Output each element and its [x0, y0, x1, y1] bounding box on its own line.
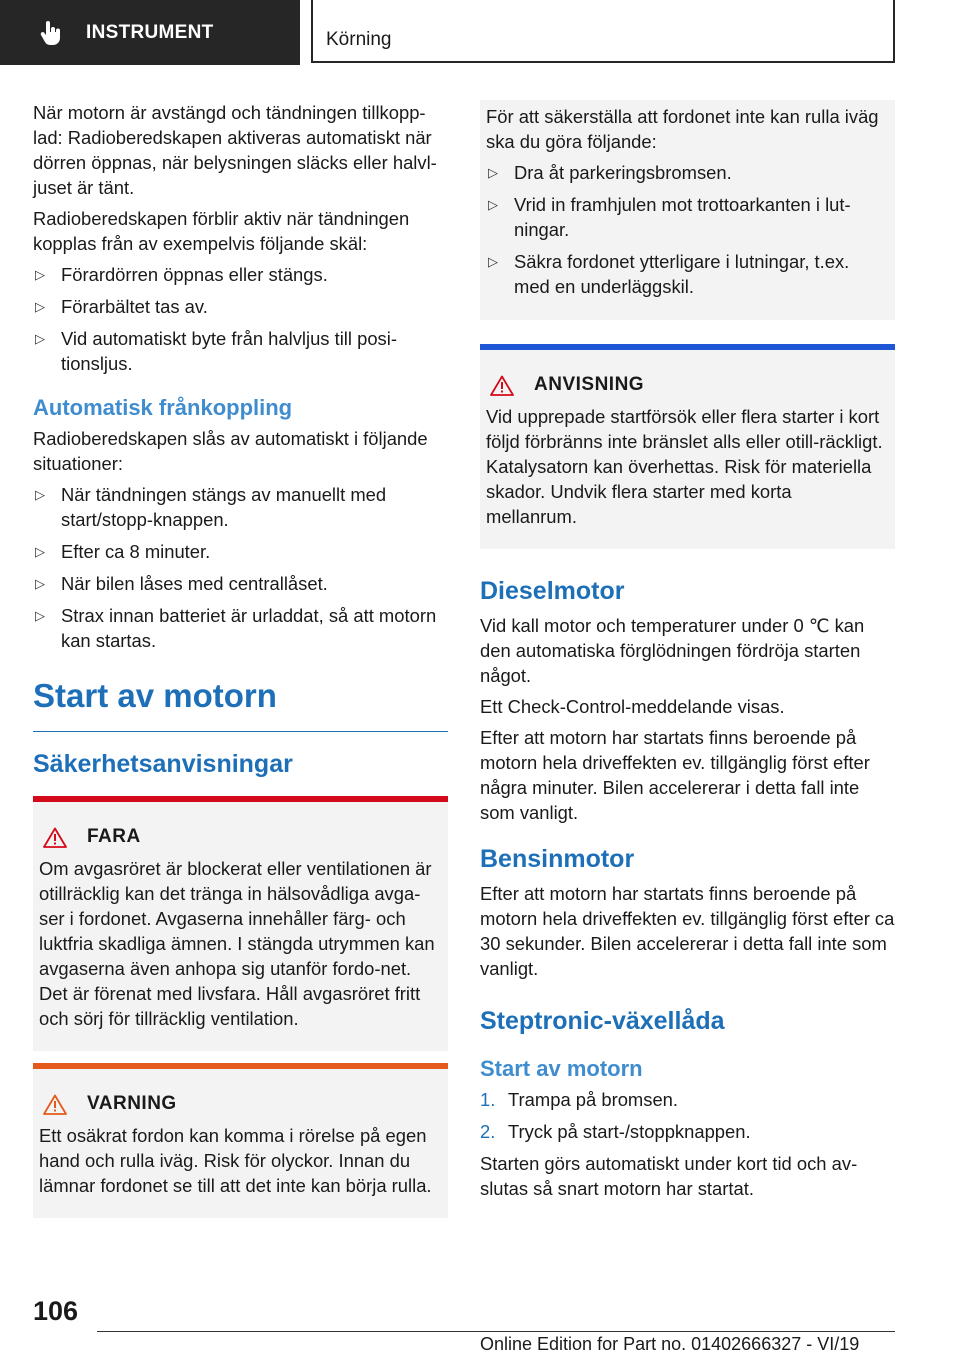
- right-column: [480, 100, 895, 1207]
- continued-box: [480, 100, 895, 320]
- list-item: ▷ När bilen låses med centrallåset.: [35, 573, 328, 594]
- left-column: [33, 100, 448, 1230]
- bensin-heading: Bensinmotor: [480, 845, 635, 873]
- varning-title: VARNING: [87, 1093, 177, 1114]
- intro-paragraph: När motorn är avstängd och tändningen tillkopp-lad: Radioberedskapen aktiveras automatiskt när dörren öppnas, när belysningen släcks eller halvl-juset är tänt.: [33, 102, 437, 198]
- list-item: ▷ Strax innan batteriet är urladdat, så att motorn kan startas.: [35, 605, 437, 651]
- fara-box: [33, 796, 448, 1051]
- anvisning-title: ANVISNING: [534, 374, 645, 395]
- list-item: 1. Trampa på bromsen.: [480, 1089, 679, 1110]
- triangle-bullet-icon: ▷: [35, 267, 45, 282]
- steps-list: [480, 1087, 895, 1144]
- triangle-bullet-icon: ▷: [35, 544, 45, 559]
- steptronic-paragraph: Starten görs automatiskt under kort tid och av-slutas så snart motorn har startat.: [480, 1153, 858, 1199]
- chapter-title: INSTRUMENT: [86, 21, 214, 43]
- warning-triangle-icon: [490, 375, 514, 396]
- safety-heading: Säkerhetsanvisningar: [33, 750, 293, 778]
- list-item: 2. Tryck på start-/stoppknappen.: [480, 1121, 751, 1142]
- footer-edition: Online Edition for Part no. 01402666327 - VI/19: [480, 1334, 860, 1354]
- intro-paragraph-2: Radioberedskapen förblir aktiv när tändningen kopplas från av exempelvis följande skäl:: [33, 208, 410, 254]
- varning-box: [33, 1063, 448, 1218]
- page-number: 106: [33, 1296, 79, 1326]
- list-item: ▷ Vrid in framhjulen mot trottoarkanten i lut-ningar.: [488, 194, 851, 240]
- list-item: ▷ Efter ca 8 minuter.: [35, 541, 211, 562]
- triangle-bullet-icon: ▷: [35, 487, 45, 502]
- warning-triangle-icon: [43, 827, 67, 848]
- list-item: ▷ Förarbältet tas av.: [35, 296, 208, 317]
- triangle-bullet-icon: ▷: [35, 331, 45, 346]
- auto-off-paragraph: Radioberedskapen slås av automatiskt i följande situationer:: [33, 428, 428, 474]
- anvisning-box: [480, 344, 895, 549]
- list-item: ▷ Förardörren öppnas eller stängs.: [35, 264, 328, 285]
- chapter-tab: [0, 0, 300, 65]
- fara-title: FARA: [87, 826, 141, 847]
- main-heading: Start av motorn: [33, 675, 448, 732]
- reason-list: [33, 262, 448, 376]
- bensin-paragraph: Efter att motorn har startats finns beroende på motorn hela driveffekten ev. tillgänglig först efter ca 30 sekunder. Bilen accelererar i detta fall inte som vanligt.: [480, 883, 895, 979]
- steptronic-heading: Steptronic-växellåda: [480, 1007, 725, 1035]
- list-item: ▷ Säkra fordonet ytterligare i lutningar, t.ex. med en underläggskil.: [488, 251, 850, 297]
- triangle-bullet-icon: ▷: [35, 299, 45, 314]
- triangle-bullet-icon: ▷: [488, 165, 498, 180]
- hand-pointer-icon: [40, 21, 62, 45]
- continued-paragraph: För att säkerställa att fordonet inte kan rulla iväg ska du göra följande:: [486, 106, 879, 152]
- diesel-paragraph-3: Efter att motorn har startats finns beroende på motorn hela driveffekten ev. tillgänglig först efter några minuter. Bilen accelererar i detta fall inte som vanligt.: [480, 727, 870, 823]
- varning-text: Ett osäkrat fordon kan komma i rörelse på egen hand och rulla iväg. Risk för olyckor. Innan du lämnar fordonet se till att det inte kan börja rulla.: [39, 1125, 432, 1196]
- list-item: ▷ Vid automatiskt byte från halvljus till posi-tionsljus.: [35, 328, 397, 374]
- warning-triangle-icon: [43, 1094, 67, 1115]
- footer-divider: [97, 1331, 895, 1332]
- diesel-paragraph-1: Vid kall motor och temperaturer under 0 ℃ kan den automatiska förglödningen fördröja starten något.: [480, 615, 865, 686]
- steptronic-subheading: Start av motorn: [480, 1056, 643, 1081]
- diesel-paragraph-2: Ett Check-Control-meddelande visas.: [480, 696, 785, 717]
- section-title: Körning: [326, 29, 392, 50]
- list-item: ▷ Dra åt parkeringsbromsen.: [488, 162, 732, 183]
- fara-text: Om avgasröret är blockerat eller ventilationen är otillräcklig kan det tränga in hälsovådliga avga-ser i fordonet. Avgaserna innehåller färg- och luktfria skadliga ämnen. I stängda utrymmen kan avgaserna även anhopa sig utanför fordo-net. Det är förenat med livsfara. Håll avgasröret fritt och sörj för tillräcklig ventilation.: [39, 858, 435, 1029]
- auto-off-list: [33, 482, 448, 653]
- list-item: ▷ När tändningen stängs av manuellt med start/stopp-knappen.: [35, 484, 387, 530]
- triangle-bullet-icon: ▷: [488, 197, 498, 212]
- triangle-bullet-icon: ▷: [35, 608, 45, 623]
- auto-off-heading: Automatisk frånkoppling: [33, 395, 293, 420]
- diesel-heading: Dieselmotor: [480, 577, 625, 605]
- triangle-bullet-icon: ▷: [35, 576, 45, 591]
- anvisning-text: Vid upprepade startförsök eller flera starter i kort följd förbränns inte bränslet alls eller otill-räckligt. Katalysatorn kan överhettas. Risk för materiella skador. Undvik flera starter med korta mellanrum.: [486, 406, 883, 527]
- section-tab: [311, 0, 895, 63]
- parking-list: [486, 160, 887, 299]
- triangle-bullet-icon: ▷: [488, 254, 498, 269]
